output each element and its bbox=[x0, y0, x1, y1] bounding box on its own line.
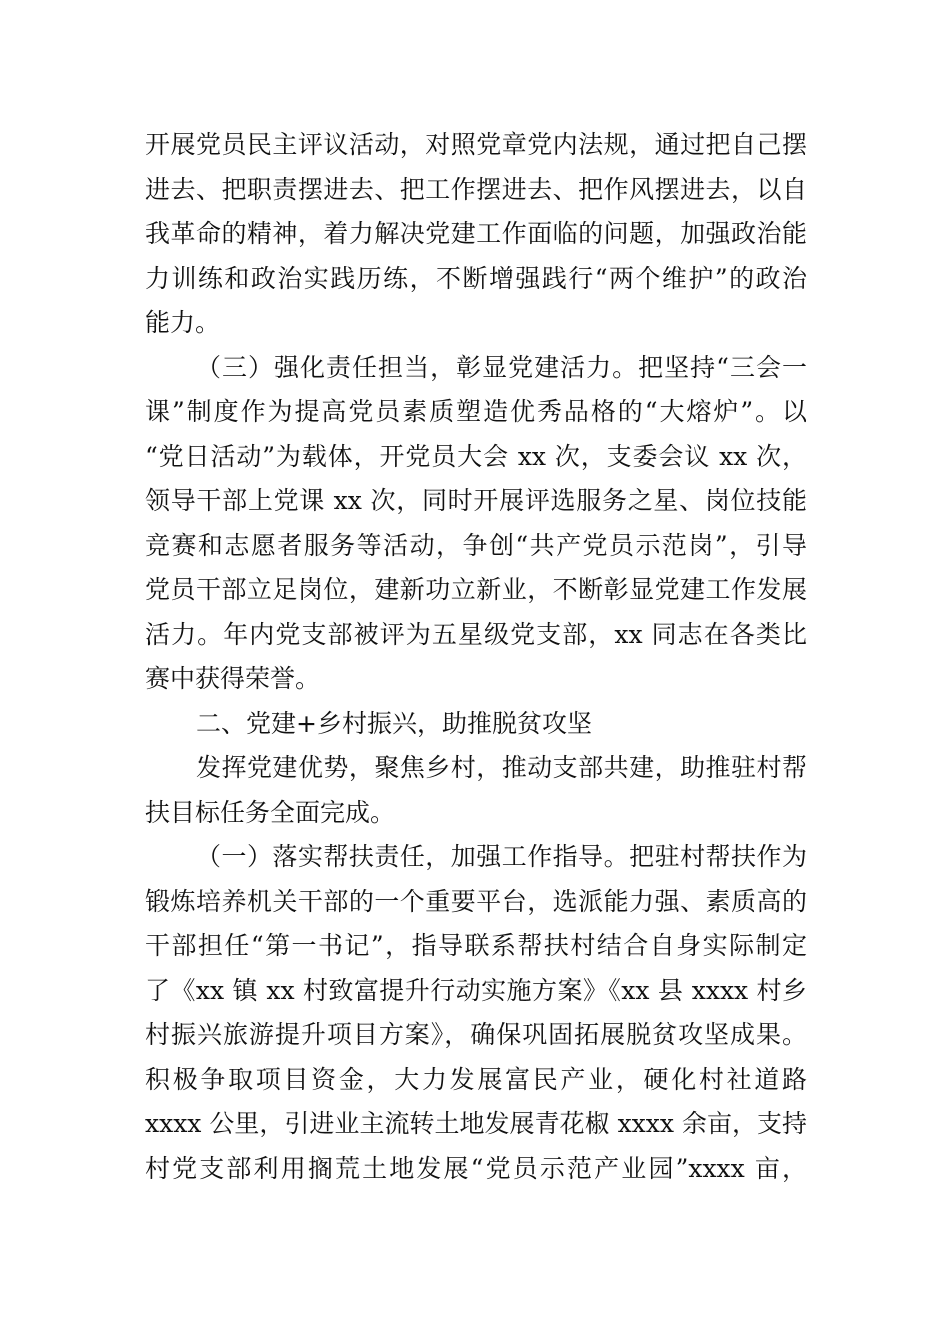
text-line: 能力。 bbox=[145, 308, 221, 337]
text-line: 我革命的精神，着力解决党建工作面临的问题，加强政治能 bbox=[145, 219, 807, 248]
text-line: “党日活动”为载体，开党员大会 xx 次，支委会议 xx 次， bbox=[145, 442, 807, 471]
text-line: 赛中获得荣誉。 bbox=[145, 664, 321, 693]
text-line: （一）落实帮扶责任，加强工作指导。把驻村帮扶作为 bbox=[196, 842, 807, 871]
text-line: 竞赛和志愿者服务等活动，争创“共产党员示范岗”，引导 bbox=[145, 531, 807, 560]
text-line: 锻炼培养机关干部的一个重要平台，选派能力强、素质高的 bbox=[145, 887, 807, 916]
text-line: 领导干部上党课 xx 次，同时开展评选服务之星、岗位技能 bbox=[145, 486, 807, 515]
text-line: 了《xx 镇 xx 村致富提升行动实施方案》《xx 县 xxxx 村乡 bbox=[145, 976, 807, 1005]
text-line: 活力。年内党支部被评为五星级党支部，xx 同志在各类比 bbox=[145, 620, 807, 649]
section-heading: 二、党建+乡村振兴，助推脱贫攻坚 bbox=[196, 709, 592, 738]
text-line: 课”制度作为提高党员素质塑造优秀品格的“大熔炉”。以 bbox=[145, 397, 807, 426]
text-line: 进去、把职责摆进去、把工作摆进去、把作风摆进去，以自 bbox=[145, 175, 807, 204]
text-line: 干部担任“第一书记”，指导联系帮扶村结合自身实际制定 bbox=[145, 931, 807, 960]
text-line: 村党支部利用搁荒土地发展“党员示范产业园”xxxx 亩， bbox=[145, 1154, 807, 1183]
text-line: 发挥党建优势，聚焦乡村，推动支部共建，助推驻村帮 bbox=[196, 753, 807, 782]
text-line: 开展党员民主评议活动，对照党章党内法规，通过把自己摆 bbox=[145, 130, 807, 159]
text-line: 党员干部立足岗位，建新功立新业，不断彰显党建工作发展 bbox=[145, 575, 807, 604]
text-line: 村振兴旅游提升项目方案》，确保巩固拓展脱贫攻坚成果。 bbox=[145, 1020, 807, 1049]
text-line: （三）强化责任担当，彰显党建活力。把坚持“三会一 bbox=[196, 353, 807, 382]
text-line: 扶目标任务全面完成。 bbox=[145, 798, 396, 827]
text-line: 力训练和政治实践历练，不断增强践行“两个维护”的政治 bbox=[145, 264, 807, 293]
text-line: xxxx 公里，引进业主流转土地发展青花椒 xxxx 余亩，支持 bbox=[145, 1109, 807, 1138]
text-line: 积极争取项目资金，大力发展富民产业，硬化村社道路 bbox=[145, 1065, 807, 1094]
